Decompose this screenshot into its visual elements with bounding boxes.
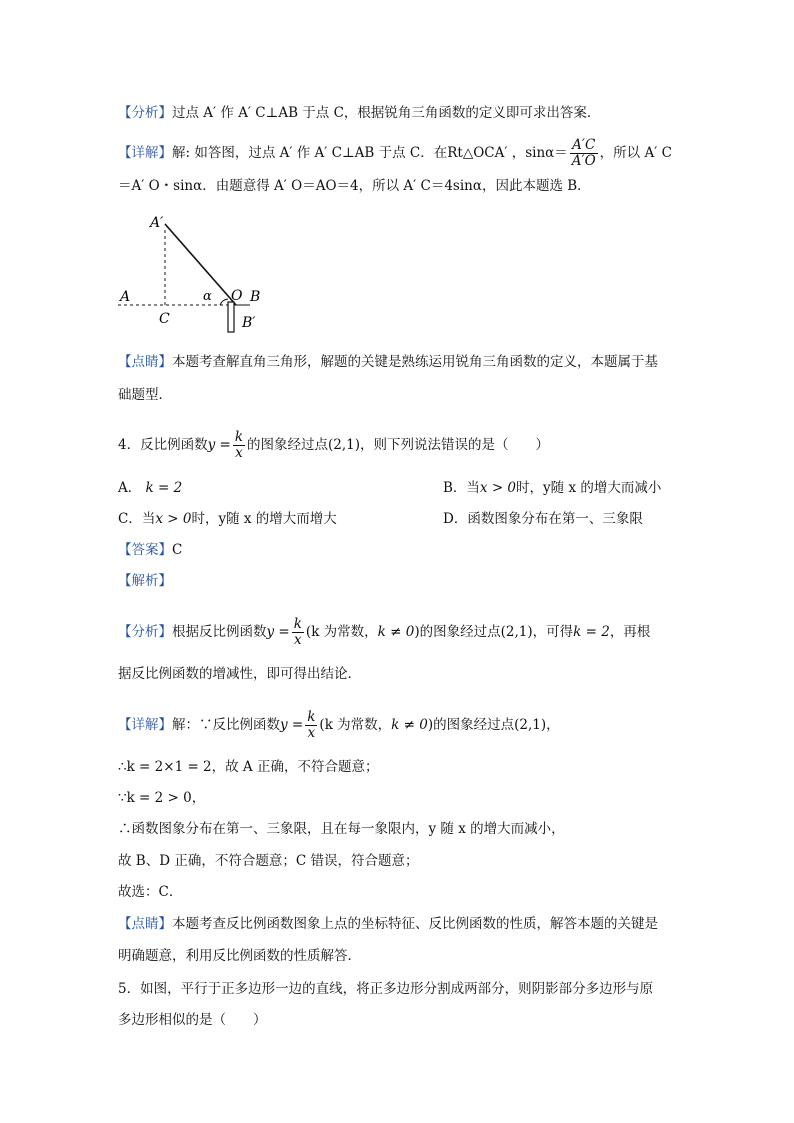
q4-fraction — [233, 430, 245, 461]
q4-fraction-denominator: x — [235, 445, 243, 461]
detail-line-2: ＝A′ O・sinα．由题意得 A′ O＝AO＝4，所以 A′ C＝4sinα，因此本题选 B． — [118, 178, 591, 194]
option-c-text: 时，y随 x 的增大而增大 — [191, 511, 337, 527]
question-4 — [118, 430, 549, 461]
label-o: O — [231, 288, 243, 304]
p5-text-c: )的图象经过点 — [427, 717, 515, 733]
fraction-numerator: A′C — [570, 138, 598, 154]
analysis-tag: 【分析】 — [118, 105, 172, 121]
option-b-text: 时，y随 x 的增大而减小 — [516, 480, 662, 496]
detail-paragraph-2 — [118, 710, 560, 741]
p4-fraction-numerator: k — [293, 616, 302, 632]
option-b-math: x > 0 — [479, 480, 517, 496]
analysis-tag-2: 【分析】 — [118, 624, 172, 640]
segment-a-prime-o — [165, 224, 236, 305]
detail-text-a: 解: 如答图，过点 A′ 作 A′ C⊥AB 于点 C．在Rt△OCA′ ，sinα＝ — [172, 145, 568, 161]
q4-text-a: 4．反比例函数 — [118, 437, 208, 453]
option-c-prefix: C．当 — [118, 511, 156, 527]
geometry-figure — [112, 210, 272, 340]
q4-point: (2,1) — [328, 437, 361, 453]
answer-line — [118, 540, 182, 560]
p4-text-b: (k 为常数， — [305, 624, 378, 640]
p5-fraction — [305, 710, 317, 741]
p4-cond: k ≠ 0 — [377, 624, 415, 640]
q4-text-b: 的图象经过点 — [247, 437, 329, 453]
p4-k-eq: k = 2 — [573, 624, 610, 640]
p5-cond: k ≠ 0 — [391, 717, 428, 733]
question-5-line-2: 多边形相似的是（ ） — [118, 1012, 267, 1028]
label-b: B — [250, 289, 261, 305]
answer-tag: 【答案】 — [118, 542, 172, 558]
option-a-math: k = 2 — [145, 480, 183, 496]
rotated-bar-ob-prime — [228, 302, 234, 332]
step-line: 故 B、D 正确，不符合题意；C 错误，符合题意； — [118, 853, 419, 869]
analysis-paragraph-2 — [118, 617, 650, 648]
label-a: A — [120, 289, 131, 305]
p5-point: (2,1) — [514, 717, 547, 733]
analysis-text: 过点 A′ 作 A′ C⊥AB 于点 C，根据锐角三角函数的定义即可求出答案． — [172, 105, 601, 121]
p4-fraction — [292, 617, 304, 648]
comment-2-line-2: 明确题意，利用反比例函数的性质解答． — [118, 948, 361, 964]
p4-text-e: ，再根 — [609, 624, 651, 640]
angle-alpha-arc — [220, 299, 228, 305]
analysis-paragraph-2-line-2: 据反比例函数的增减性，即可得出结论． — [118, 666, 361, 682]
step-line: ∴函数图象分布在第一、三象限，且在每一象限内，y 随 x 的增大而减小， — [118, 821, 565, 837]
p4-fraction-denominator: x — [294, 632, 302, 648]
option-a — [118, 478, 182, 498]
comment-2-line-1 — [118, 914, 658, 934]
label-alpha: α — [203, 289, 212, 304]
q4-text-c: ，则下列说法错误的是（ ） — [360, 437, 550, 453]
q4-y-eq: y = — [207, 437, 231, 453]
comment-text-1: 本题考查解直角三角形，解题的关键是熟练运用锐角三角函数的定义，本题属于基 — [172, 354, 658, 370]
option-d — [443, 509, 643, 529]
label-a-prime: A′ — [150, 215, 164, 231]
comment-tag: 【点睛】 — [118, 354, 172, 370]
option-d-prefix: D． — [443, 511, 468, 527]
comment-2-text-1: 本题考查反比例函数图象上点的坐标特征、反比例函数的性质，解答本题的关键是 — [172, 916, 658, 932]
p5-text-a: 解：∵反比例函数 — [172, 717, 280, 733]
p5-text-d: ， — [546, 717, 560, 733]
p4-y-eq: y = — [266, 624, 290, 640]
step-line: ∴k = 2×1 = 2，故 A 正确，不符合题意； — [118, 759, 379, 775]
solution-tag: 【解析】 — [118, 573, 172, 589]
p4-text-a: 根据反比例函数 — [172, 624, 267, 640]
option-b — [443, 478, 661, 498]
analysis-paragraph-1 — [118, 103, 600, 123]
answer-value: C — [172, 542, 183, 558]
option-a-prefix: A． — [118, 480, 142, 496]
detail-tag: 【详解】 — [118, 145, 172, 161]
q4-fraction-numerator: k — [234, 429, 244, 445]
option-d-text: 函数图象分布在第一、三象限 — [467, 511, 643, 527]
p4-text-c: )的图象经过点 — [414, 624, 501, 640]
fraction-denominator: A′O — [571, 153, 596, 169]
sin-fraction — [570, 138, 598, 169]
p5-fraction-numerator: k — [307, 709, 316, 725]
p4-point: (2,1) — [500, 624, 533, 640]
question-5-line-1: 5．如图，平行于正多边形一边的直线，将正多边形分割成两部分，则阴影部分多边形与原 — [118, 981, 654, 997]
comment-tag-2: 【点睛】 — [118, 916, 172, 932]
detail-text-b: ，所以 A′ C — [599, 145, 672, 161]
step-line: ∵k = 2 > 0， — [118, 790, 206, 806]
detail-tag-2: 【详解】 — [118, 717, 172, 733]
p5-fraction-denominator: x — [307, 725, 316, 741]
option-c — [118, 509, 337, 529]
comment-line-2: 础题型． — [118, 387, 172, 403]
comment-line-1 — [118, 352, 658, 372]
p5-text-b: (k 为常数， — [319, 717, 392, 733]
p5-y-eq: y = — [280, 717, 304, 733]
label-b-prime: B′ — [242, 315, 256, 331]
p4-text-d: ，可得 — [532, 624, 574, 640]
option-c-math: x > 0 — [155, 511, 192, 527]
step-line: 故选：C． — [118, 884, 183, 900]
label-c: C — [159, 311, 170, 327]
option-b-prefix: B．当 — [443, 480, 480, 496]
detail-paragraph-1 — [118, 138, 672, 169]
